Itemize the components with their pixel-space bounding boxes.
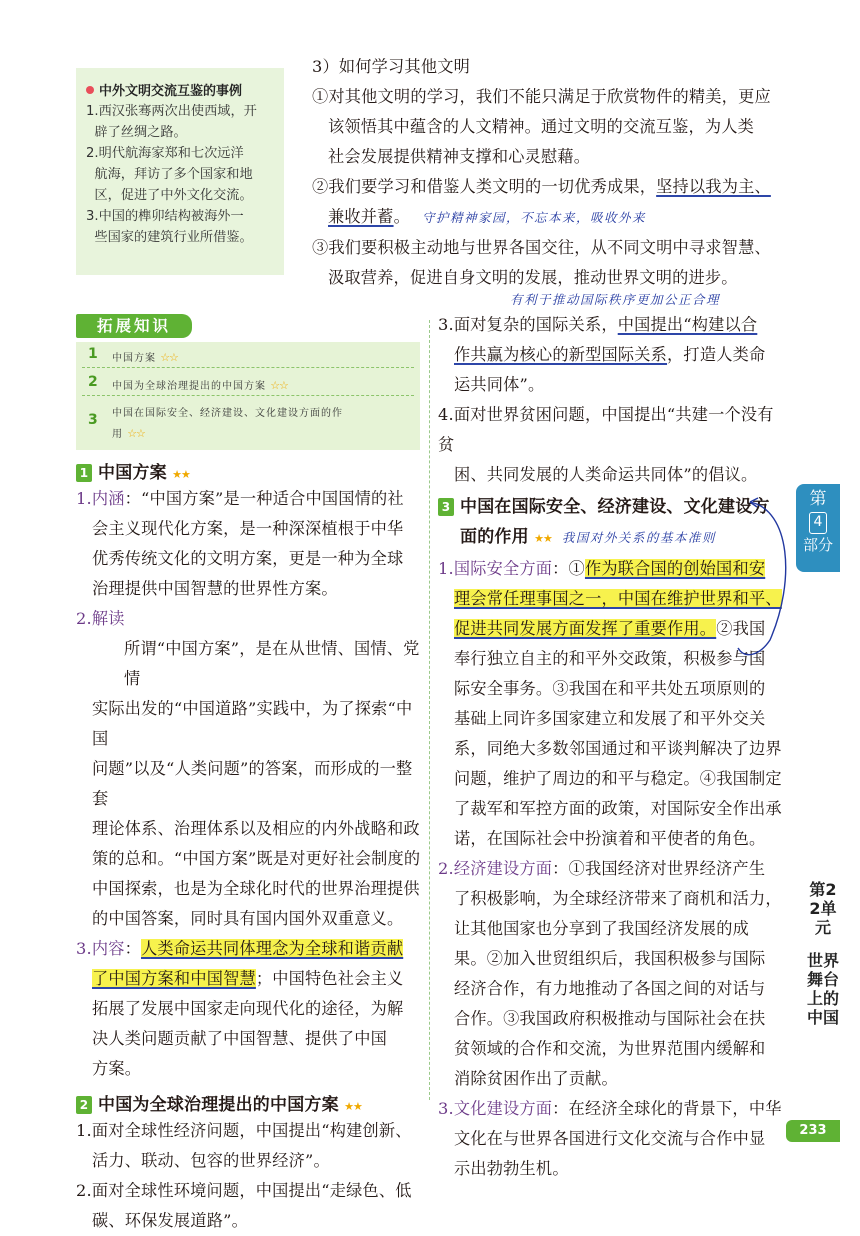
learn-point-2: ②我们要学习和借鉴人类文明的一切优秀成果，坚持以我为主、 兼收并蓄。 守护精神家园，不忘本来，吸收外来 xyxy=(312,177,771,226)
handwritten-arrow-icon xyxy=(730,490,800,670)
unit-label: 第22单元 世界舞台上的中国 xyxy=(806,880,839,1027)
s2-item-2: 2.面对全球性环境问题，中国提出“走绿色、低 碳、环保发展道路”。 xyxy=(76,1181,412,1230)
section-heading-1: 1 中国方案 ★★ xyxy=(76,458,422,484)
extension-tag: 拓展知识 xyxy=(76,314,192,338)
star-rating-icon: ★★ xyxy=(534,532,552,545)
s2-item-3: 3.面对复杂的国际关系，中国提出“构建以合 作共赢为核心的新型国际关系，打造人类命 运共同体”。 xyxy=(438,315,766,394)
left-column xyxy=(76,458,422,1236)
extension-row: 3 中国在国际安全、经济建设、文化建设方面的作 用 ☆☆ xyxy=(88,408,343,440)
case-item: 3.中国的榫卯结构被海外一 些国家的建筑行业所借鉴。 xyxy=(86,209,253,245)
section-heading-2: 2 中国为全球治理提出的中国方案 ★★ xyxy=(76,1090,422,1116)
handwritten-note: 我国对外关系的基本准则 xyxy=(561,530,716,545)
bullet-dot-icon xyxy=(86,86,94,94)
learn-heading: 3）如何学习其他文明 xyxy=(312,57,470,76)
s2-item-1: 1.面对全球性经济问题，中国提出“构建创新、 活力、联动、包容的世界经济”。 xyxy=(76,1121,412,1170)
s3-item-1: 1.国际安全方面：①作为联合国的创始国和安 理会常任理事国之一，中国在维护世界和平、 促进共同发展方面发挥了重要作用。②我国 奉行独立自主的和平外交政策，积极参与国 际安全事务。③我国在和平共处五项原则的 基础上同许多国家建立和发展了和平外交关 系，同绝大多数邻国通过和平谈判解决了边界 问题，维护了周边的和平与稳定。④我国制定 了裁军和军控方面的政策，对国际安全作出承 诺，在国际社会中扮演着和平使者的角色。 xyxy=(438,559,782,848)
extension-row: 1 中国方案 ☆☆ xyxy=(82,342,414,368)
part-tab: 第 4 部分 xyxy=(796,484,840,572)
s1-item-1: 1.内涵：“中国方案”是一种适合中国国情的社 会主义现代化方案，是一种深深植根于中华 优秀传统文化的文明方案，更是一种为全球 治理提供中国智慧的世界性方案。 xyxy=(76,489,404,598)
star-rating-icon: ★★ xyxy=(172,468,190,481)
s1-item-2: 2.解读 所谓“中国方案”，是在从世情、国情、党情 实际出发的“中国道路”实践中，为了探索“中国 问题”以及“人类问题”的答案，而形成的一整套 理论体系、治理体系以及相应的内外战略和政 策的总和。“中国方案”既是对更好社会制度的 中国探索，也是为全球化时代的世界治理提供 的中国答案，同时具有国内国外双重意义。 xyxy=(76,609,421,928)
extension-row: 2 中国为全球治理提出的中国方案 ☆☆ xyxy=(82,370,414,396)
case-item: 1.西汉张骞两次出使西域，开 辟了丝绸之路。 xyxy=(86,104,257,140)
cases-box-title: 中外文明交流互鉴的事例 xyxy=(86,80,274,99)
extension-list xyxy=(76,342,420,450)
handwritten-note: 有利于推动国际秩序更加公正合理 xyxy=(510,292,721,307)
cases-box xyxy=(76,68,284,275)
learn-section xyxy=(312,52,792,293)
case-item: 2.明代航海家郑和七次远洋 航海，拜访了多个国家和地 区，促进了中外文化交流。 xyxy=(86,146,253,203)
s3-item-2: 2.经济建设方面：①我国经济对世界经济产生 了积极影响，为全球经济带来了商机和活力， 让其他国家也分享到了我国经济发展的成 果。②加入世贸组织后，我国积极参与国际 经济合作，有力地推动了各国之间的对话与 合作。③我国政府积极推动与国际社会在扶 贫领域的合作和交流，为世界范围内缓解和 消除贫困作出了贡献。 xyxy=(438,859,782,1088)
column-divider xyxy=(429,320,430,1100)
s2-item-4: 4.面对世界贫困问题，中国提出“共建一个没有贫 困、共同发展的人类命运共同体”的倡议。 xyxy=(438,405,774,484)
handwritten-note: 守护精神家园，不忘本来，吸收外来 xyxy=(421,210,646,225)
star-rating-icon: ★★ xyxy=(344,1100,362,1113)
learn-point-3: ③我们要积极主动地与世界各国交往，从不同文明中寻求智慧、 汲取营养，促进自身文明的发展，推动世界文明的进步。 xyxy=(312,238,771,287)
extension-banner xyxy=(76,314,420,450)
right-column xyxy=(438,310,790,1184)
s1-item-3: 3.内容：人类命运共同体理念为全球和谐贡献 了中国方案和中国智慧；中国特色社会主义 拓展了发展中国家走向现代化的途径，为解 决人类问题贡献了中国智慧、提供了中国 方案。 xyxy=(76,939,404,1078)
page-number: 233 xyxy=(786,1120,840,1142)
learn-point-1: ①对其他文明的学习，我们不能只满足于欣赏物件的精美，更应 该领悟其中蕴含的人文精神。通过文明的交流互鉴，为人类 社会发展提供精神支撑和心灵慰藉。 xyxy=(312,87,771,166)
s3-item-3: 3.文化建设方面：在经济全球化的背景下，中华 文化在与世界各国进行文化交流与合作中显 示出勃勃生机。 xyxy=(438,1099,782,1178)
section-heading-3: 3 中国在国际安全、经济建设、文化建设方 面的作用 ★★ 我国对外关系的基本准则 xyxy=(438,492,790,554)
